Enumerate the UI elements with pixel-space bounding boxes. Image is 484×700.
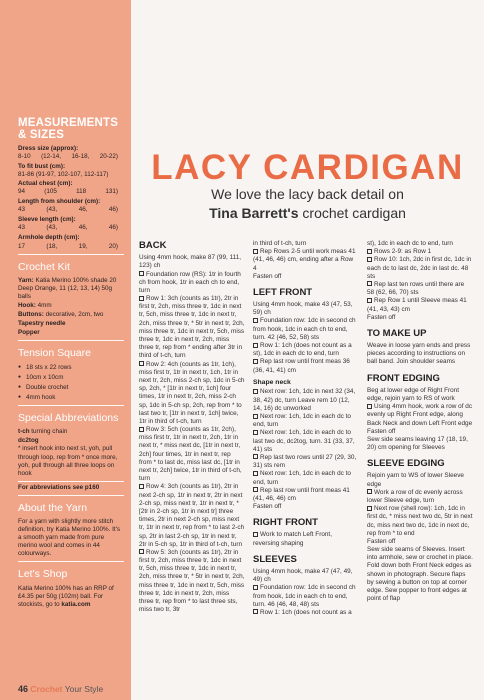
checkbox-icon [367,281,372,286]
pattern-row [367,256,473,281]
pattern-row-text: Row 1: 3ch (counts as 1tr), 2tr in first tr, 2ch, miss three tr, 1dc in next tr, 5ch, miss three tr, 1dc in next tr, 2ch, miss three tr, * 5tr in next tr, 2ch, miss three tr, 1dc in next tr, 5ch, miss three tr, 1dc in next tr, 2ch, miss three tr, rep from * ending after 3tr in third of t-ch, turn [139,295,245,360]
continued-text: st), 1dc in each dc to end, turn [367,240,453,247]
divider [18,495,124,496]
sidebar-panel [0,0,131,700]
checkbox-icon [253,532,258,537]
checkbox-icon [139,296,144,301]
designer-name: Tina Barrett's [209,205,299,221]
hook-text: 4mm [37,302,52,310]
column-3 [367,240,473,603]
column-1 [139,240,245,614]
tension-list [18,364,123,402]
shop-text-body: Katia Merino 100% has an RRP of £4.35 per 50g (102m) ball. For stockists, go to [18,584,114,608]
popper: Popper [18,329,40,337]
running-head [18,684,103,694]
checkbox-icon [367,298,372,303]
crochet-kit-heading: Crochet Kit [18,260,70,273]
fasten-off: Fasten off [253,272,282,280]
pattern-row [139,426,245,483]
tension-item: ● 4mm hook [18,394,123,402]
pattern-row-text: Rep last row until front meas 41 (41, 46, 46) cm [253,486,350,502]
final-text: Sew side seams of Sleeves. Insert into armhole, sew or crochet in place. Fold down both Front Neck edges as shown in photograph. Secure flaps by sewing a button on top at corner edge. Sew popper to front edges at point of flap [367,546,473,603]
actual-chest-value: 94 [18,188,26,196]
sleeve-value: 46, [78,224,88,232]
sleeve-value: 43 [18,224,26,232]
checkbox-icon [253,454,258,459]
checkbox-icon [367,257,372,262]
actual-chest-label: Actual chest (cm): [18,180,73,188]
pattern-row [367,281,473,297]
pattern-row [253,584,358,609]
pattern-row [139,483,245,549]
checkbox-icon [367,404,372,409]
checkbox-icon [139,484,144,489]
tapestry-needle: Tapestry needle [18,320,66,328]
yarn-label: Yarn: [18,277,34,284]
continued-text: in third of t-ch, turn [253,240,307,247]
make-up-text: Weave in loose yarn ends and press pieces according to instructions on ball band. Join shoulder seams [367,342,471,366]
pattern-row-text: Foundation row: 1dc in second ch from hook, 1dc in each ch to end, turn. 42 (46, 52, 58) sts [253,317,356,341]
fasten-off: Fasten off [367,427,396,435]
sleeves-heading: SLEEVES [253,553,297,565]
tch-text: turning chain [31,428,68,436]
dc2tog-text: * insert hook into next st, yoh, pull through loop, rep from * once more, yoh, pull through all three loops on hook [18,445,118,477]
checkbox-icon [253,471,258,476]
fasten-off: Fasten off [367,537,396,545]
pattern-row-text: Rep Rows 2-5 until work meas 41 (41, 46, 46) cm, ending after a Row 4 [253,248,356,272]
to-fit-bust-value: 81-86 (91-97, 102-107, 112-117) [18,171,109,179]
checkbox-icon [139,361,144,366]
front-edging-text: Beg at lower edge of Right Front edge, rejoin yarn to RS of work [367,386,460,402]
pattern-row-text: Foundation row: 1dc in second ch from hook, 1dc in each ch to end, turn. 46 (46, 48, 48) sts [253,584,356,608]
sleeve-row [18,224,118,232]
armhole-value: (18, [46,242,58,250]
pattern-row-text: Next row: 1ch, 1dc in each dc to end, turn [253,470,351,486]
to-fit-bust-label: To fit bust (cm): [18,163,66,171]
pattern-row [367,505,473,538]
page-number: 46 [18,684,29,694]
pattern-row [253,470,358,486]
checkbox-icon [253,318,258,323]
pattern-row [253,388,358,413]
pattern-row [139,295,245,361]
pattern-row-text: Row 3: 5ch (counts as 1tr, 2ch), miss first tr, 1tr in next tr, 2ch, 1tr in next tr, * miss next dc, [1tr in next tr, 2ch] four times, 1tr in next tr, rep from * to last dc, miss last dc, [1tr in next tr, 2ch] twice, 1tr in third of t-ch, turn [139,426,242,483]
yarn-line [18,277,123,301]
checkbox-icon [253,609,258,614]
sleeves-intro: Using 4mm hook, make 47 (47, 49, 49) ch [253,567,353,584]
pattern-row-text: Next row: 1ch, 1dc in each dc to end, turn [253,413,351,429]
hook-line [18,302,123,310]
pattern-row-text: Rep last row until front meas 36 (36, 41, 41) cm [253,358,350,374]
dress-size-value: 16-18, [71,153,90,161]
pattern-row [253,609,358,617]
pattern-row [139,361,245,427]
armhole-value: 19, [78,242,88,250]
checkbox-icon [139,427,144,432]
buttons-label: Buttons: [18,311,44,319]
checkbox-icon [253,389,258,394]
pattern-row-text: Rep Row 1 until Sleeve meas 41 (41, 43, 43) cm [367,297,467,313]
tension-item: ● 18 sts x 22 rows [18,364,123,372]
armhole-value: 20) [108,242,118,250]
buttons-line [18,311,123,319]
pattern-row-text: Next row: 1ch, 1dc in next 32 (34, 38, 42) dc, turn Leave rem 10 (12, 14, 16) dc unworked [253,388,356,412]
left-front-intro: Using 4mm hook, make 43 (47, 53, 59) ch [253,301,353,317]
sleeve-value: 46) [108,224,118,232]
pattern-row-text: Row 5: 3ch (counts as 1tr), 2tr in first tr, 2ch, miss three tr, 1dc in next tr, 5ch, miss three tr, 1dc in next tr, 2ch, miss three tr, * 5tr in next tr, 2ch, miss three tr, 1dc in next tr, 5ch, miss three tr, 1dc in next tr, 2ch, miss three tr, rep from * to last three sts, miss two tr, 3tr [139,548,245,614]
checkbox-icon [253,430,258,435]
about-yarn-heading: About the Yarn [18,501,88,514]
pattern-row [367,248,473,256]
pattern-row [253,358,358,374]
pattern-row [139,549,245,615]
length-value: 46) [108,206,118,214]
pattern-row-text: Work to match Left Front, reversing shaping [253,531,332,547]
right-front-heading: RIGHT FRONT [253,517,318,529]
magazine-name-tail: Your Style [64,684,104,694]
measurements-heading-line1: MEASUREMENTS [18,117,119,129]
pattern-row [253,531,358,547]
checkbox-icon [253,487,258,492]
hook-label: Hook: [18,302,36,310]
checkbox-icon [253,585,258,590]
pattern-row-text: Next row (shell row): 1ch, 1dc in first dc, * miss next two dc, 5tr in next dc, miss next two dc, 1dc in next dc, rep from * to end [367,505,473,537]
pattern-row-text: Row 2: 4ch (counts as 1tr, 1ch), miss first tr, 1tr in next tr, 1ch, 1tr in next tr, 2ch, miss 2-ch sp, 1dc in 5-ch sp, 2ch, * [1tr in next tr, 1ch] four times, 1tr in next tr, 2ch, miss 2-ch sp, 1dc in 5-ch sp, 2ch, rep from * to last two tr, [1tr in next tr, 1ch] twice, 1tr in third of t-ch, turn [139,360,245,425]
length-label: Length from shoulder (cm): [18,198,101,206]
left-front-heading: LEFT FRONT [253,286,313,298]
sew-text: Sew side seams leaving 17 (18, 19, 20) cm opening for Sleeves [367,435,468,452]
pattern-row [367,403,473,428]
actual-chest-row [18,188,118,196]
pattern-row-text: Next row: 1ch, 1dc in each dc to last two dc, dc2tog, turn. 31 (33, 37, 41) sts [253,429,355,453]
actual-chest-value: 131) [105,188,118,196]
magazine-name: Crochet [30,684,63,694]
checkbox-icon [139,271,144,276]
tch-line [18,428,123,436]
armhole-row [18,243,118,251]
subtitle-line1: We love the lacy back detail on [211,186,404,202]
sleeve-value: (43, [46,224,58,232]
tension-item: ● 10cm x 10cm [18,374,123,382]
divider [18,481,124,482]
dress-size-value: 20-22) [99,153,118,161]
pattern-row [367,489,473,505]
pattern-row [253,454,358,470]
actual-chest-value: (105 [44,188,57,196]
divider [18,561,124,562]
pattern-row-text: Rep last ten rows until there are 58 (62, 66, 70) sts [367,280,465,297]
front-edging-heading: FRONT EDGING [367,372,440,384]
length-value: 43 [18,206,26,214]
checkbox-icon [367,506,372,511]
pattern-row-text: Row 4: 3ch (counts as 1tr), 2tr in next 2-ch sp, 1tr in next tr, 2tr in next 2-ch sp, miss next tr, 1tr in next tr, * [2tr in 2-ch sp, 1tr in next tr] three times, 2tr in next 2-ch sp, miss next tr, 1tr in next tr, rep from * to last 2-ch sp, 2tr in last 2-ch sp, 1tr in next tr, 2tr in 5-ch sp, 1tr in third of t-ch, turn [139,483,245,548]
pattern-row [253,248,358,273]
tch-label: t-ch [18,428,30,436]
length-value: (43, [46,206,58,214]
pattern-row [253,487,358,503]
divider [18,254,124,255]
fasten-off: Fasten off [367,313,396,321]
checkbox-icon [253,343,258,348]
pattern-row-text: Row 10: 1ch, 2dc in first dc, 1dc in each dc to last dc, 2dc in last dc. 48 sts [367,256,472,280]
armhole-value: 17 [18,242,26,250]
dc2tog-label: dc2tog [18,437,39,445]
buttons-text: decorative, 2cm, two [45,311,104,319]
checkbox-icon [367,249,372,254]
back-heading: BACK [139,240,167,251]
yarn-text: Katia Merino 100% shade 20 Deep Orange, 11 (12, 13, 14) 50g balls [18,277,117,301]
pattern-row-text: Row 1: 1ch (does not count as a st), 1dc in each dc to end, turn [253,342,352,358]
abbreviations-heading: Special Abbreviations [18,411,119,424]
length-value: 46, [78,206,88,214]
checkbox-icon [253,414,258,419]
tension-item: ● Double crochet [18,384,123,392]
pattern-row-text: Row 1: 1ch (does not count as a [260,608,352,616]
pattern-row [253,317,358,342]
dress-size-value: (12-14, [41,153,62,161]
checkbox-icon [253,359,258,364]
shop-text [18,585,123,609]
pattern-row-text: Using 4mm hook, work a row of dc evenly up Right Front edge, along Back Neck and down Left Front edge [367,403,473,427]
dress-size-value: 8-10 [18,153,31,161]
tension-heading: Tension Square [18,347,91,360]
pattern-row [367,297,473,313]
pattern-row-text: Rep last two rows until 27 (29, 30, 31) sts rem [253,453,357,470]
about-yarn-text: For a yarn with slightly more stitch definition, try Katia Merino 100%. It's a smooth yarn made from pure merino wool and comes in 44 colourways. [18,518,121,558]
make-up-heading: TO MAKE UP [367,327,427,339]
sleeve-label: Sleeve length (cm): [18,216,76,224]
shop-link[interactable]: katia.com [61,600,91,608]
pattern-row-text: Work a row of dc evenly across lower Sleeve edge, turn [367,488,463,504]
divider [18,405,124,406]
measurements-heading [18,118,123,141]
sleeve-edging-heading: SLEEVE EDGING [367,458,445,470]
divider [18,340,124,341]
length-row [18,206,118,214]
pattern-row [253,342,358,358]
actual-chest-value: 118 [76,188,87,196]
checkbox-icon [139,549,144,554]
dress-size-label: Dress size (approx): [18,145,79,152]
sleeve-edging-text: Rejoin yarn to WS of lower Sleeve edge [367,472,464,488]
back-intro: Using 4mm hook, make 87 (99, 111, 123) ch [139,254,242,270]
dress-size-row [18,153,118,161]
pattern-row [253,429,358,454]
column-2 [253,240,358,617]
pattern-row-text: Rows 2-9: as Row 1 [374,248,432,256]
armhole-label: Armhole depth (cm): [18,234,80,242]
abbreviations-see: For abbreviations see p160 [18,483,100,491]
measurements-heading-line2: & SIZES [18,128,65,141]
checkbox-icon [253,249,258,254]
subtitle-rest: crochet cardigan [298,205,406,221]
fasten-off: Fasten off [253,503,282,511]
pattern-row-text: Foundation row (RS): 1tr in fourth ch from hook, 1tr in each ch to end, turn [139,270,241,294]
subtitle-line2 [131,205,484,221]
shop-heading: Let's Shop [18,568,68,581]
pattern-row [253,413,358,429]
page-title: LACY CARDIGAN [151,148,464,187]
shape-neck-heading: Shape neck [253,378,291,386]
pattern-row [139,271,245,296]
checkbox-icon [367,489,372,494]
